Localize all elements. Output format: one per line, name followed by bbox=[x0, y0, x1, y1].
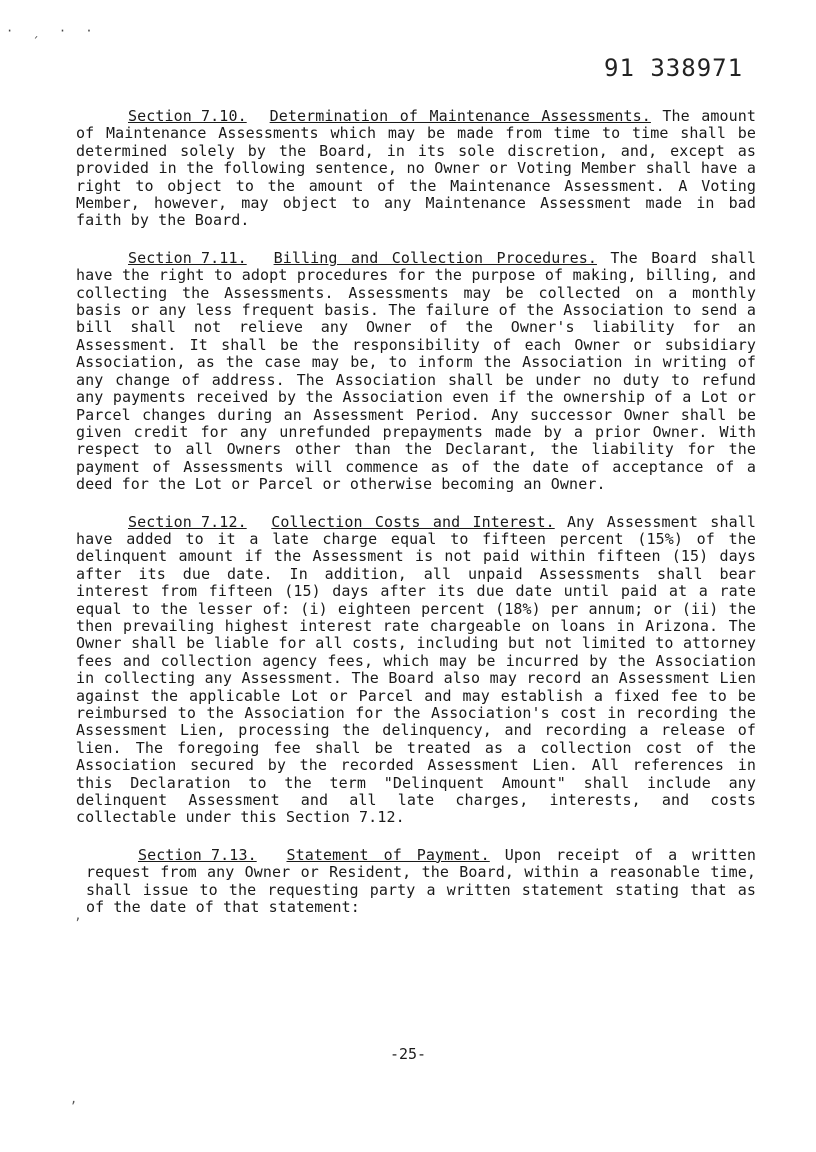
section-number: Section 7.10. bbox=[128, 107, 247, 125]
document-body bbox=[76, 108, 756, 936]
scan-corner-marks: · ˏ · · bbox=[6, 24, 99, 38]
section-7-13 bbox=[76, 847, 756, 917]
scan-speck: ‚ bbox=[70, 1092, 78, 1106]
scan-speck: ’ bbox=[74, 916, 82, 930]
section-7-11 bbox=[76, 250, 756, 494]
section-text: Upon receipt of a written request from any Owner or Resident, the Board, within a reasonable time, shall issue to the requesting party a written statement stating that as of the date of that statement: bbox=[86, 845, 757, 917]
section-title: Statement of Payment. bbox=[286, 845, 490, 864]
page-number: -25- bbox=[389, 1045, 427, 1063]
section-title: Billing and Collection Procedures. bbox=[273, 248, 597, 267]
document-number: 91 338971 bbox=[604, 54, 744, 82]
section-7-10 bbox=[76, 108, 756, 230]
section-number: Section 7.11. bbox=[128, 248, 247, 267]
section-number: Section 7.12. bbox=[128, 512, 247, 531]
section-title: Collection Costs and Interest. bbox=[271, 512, 555, 531]
section-7-12 bbox=[76, 514, 756, 827]
section-text: The amount of Maintenance Assessments which may be made from time to time shall be determined solely by the Board, in its sole discretion, and, except as provided in the following sentence, no Owner or Voting Member shall have a right to object to the amount of the Maintenance Assessment. A Voting Member, however, may object to any Maintenance Assessment made in bad faith by the Board. bbox=[76, 107, 756, 230]
section-text: Any Assessment shall have added to it a late charge equal to fifteen percent (15%) of the delinquent amount if the Assessment is not paid within fifteen (15) days after its due date. In addition, all unpaid Assessments shall bear interest from fifteen (15) days after its due date until paid at a rate equal to the lesser of: (i) eighteen percent (18%) per annum; or (ii) the then prevailing highest interest rate chargeable on loans in Arizona. The Owner shall be liable for all costs, including but not limited to attorney fees and collection agency fees, which may be incurred by the Association in collecting any Assessment. The Board also may record an Assessment Lien against the applicable Lot or Parcel and may establish a fixed fee to be reimbursed to the Association for the Association's cost in recording the Assessment Lien, processing the delinquency, and recording a release of lien. The foregoing fee shall be treated as a collection cost of the Association secured by the recorded Assessment Lien. All references in this Declaration to the term "Delinquent Amount" shall include any delinquent Assessment and all late charges, interests, and costs collectable under this Section 7.12. bbox=[76, 512, 756, 827]
section-text: The Board shall have the right to adopt procedures for the purpose of making, billing, and collecting the Assessments. Assessments may be collected on a monthly basis or any less frequent basis. The failure of the Association to send a bill shall not relieve any Owner of the Owner's liability for an Assessment. It shall be the responsibility of each Owner or subsidiary Association, as the case may be, to inform the Association in writing of any change of address. The Association shall be under no duty to refund any payments received by the Association even if the ownership of a Lot or Parcel changes during an Assessment Period. Any successor Owner shall be given credit for any unrefunded prepayments made by a prior Owner. With respect to all Owners other than the Declarant, the liability for the payment of Assessments will commence as of the date of acceptance of a deed for the Lot or Parcel or otherwise becoming an Owner. bbox=[76, 248, 757, 494]
section-number: Section 7.13. bbox=[138, 845, 257, 864]
section-title: Determination of Maintenance Assessments. bbox=[269, 107, 651, 125]
